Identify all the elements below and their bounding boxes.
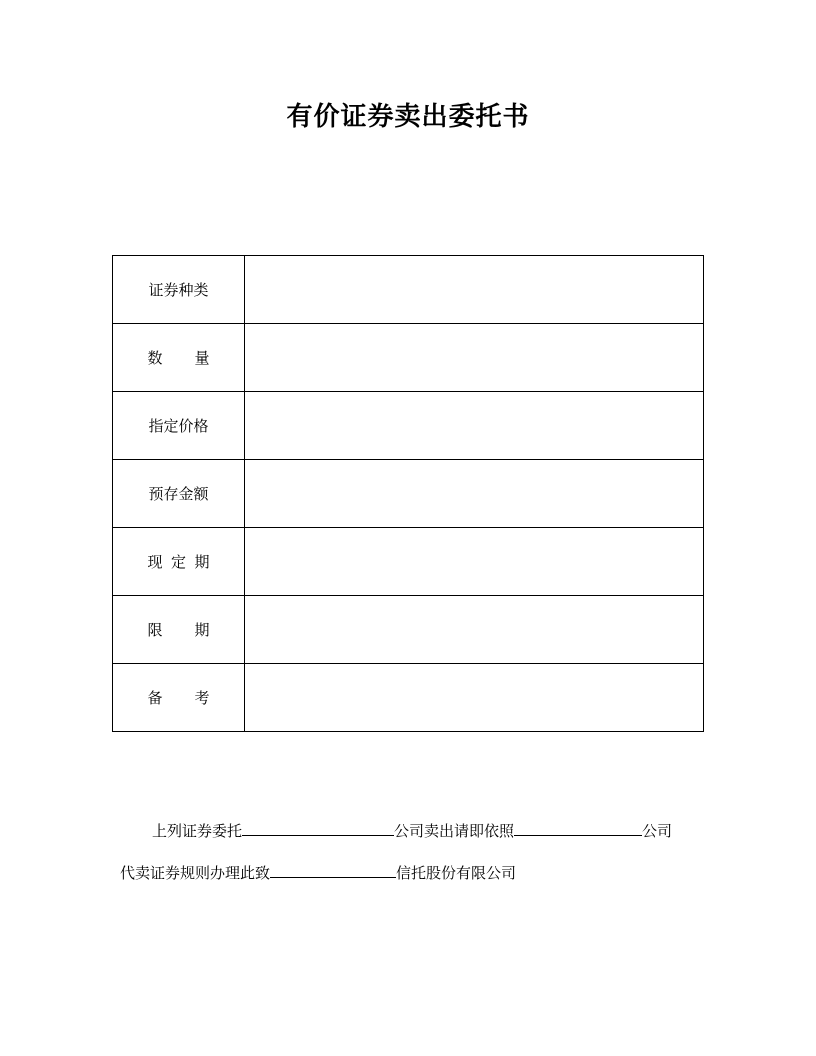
blank-rules-company-field[interactable] — [514, 819, 642, 836]
label-char: 限 — [147, 621, 163, 639]
value-deposit-amount[interactable] — [245, 460, 704, 528]
value-quantity[interactable] — [245, 324, 704, 392]
label-deposit-amount: 预存金额 — [113, 460, 245, 528]
value-remarks[interactable] — [245, 664, 704, 732]
value-security-type[interactable] — [245, 256, 704, 324]
blank-trust-company-field[interactable] — [270, 861, 396, 878]
label-remarks — [113, 664, 245, 732]
label-char: 现 — [147, 553, 163, 571]
label-char: 期 — [194, 553, 210, 571]
table-row — [113, 664, 704, 732]
label-quantity-text — [148, 347, 210, 368]
label-char: 考 — [194, 689, 210, 707]
label-char: 期 — [194, 621, 210, 639]
document-title: 有价证券卖出委托书 — [286, 102, 530, 132]
table-row — [113, 392, 704, 460]
value-designated-price[interactable] — [245, 392, 704, 460]
label-designated-price: 指定价格 — [113, 392, 245, 460]
statement-text: 公司卖出请即依照 — [394, 822, 515, 840]
label-time-limit — [113, 596, 245, 664]
label-fixed-term-text — [148, 551, 210, 572]
statement-text: 代卖证券规则办理此致 — [120, 864, 271, 882]
blank-company-field[interactable] — [242, 819, 394, 836]
table-row — [113, 528, 704, 596]
label-char: 数 — [147, 349, 163, 367]
label-quantity — [113, 324, 245, 392]
label-char: 量 — [194, 349, 210, 367]
table-row — [113, 256, 704, 324]
label-time-limit-text — [148, 619, 210, 640]
table-row — [113, 596, 704, 664]
label-char: 定 — [170, 553, 186, 571]
label-char: 备 — [147, 689, 163, 707]
value-time-limit[interactable] — [245, 596, 704, 664]
entrust-statement-line-2 — [120, 861, 700, 883]
statement-text: 公司 — [642, 822, 673, 840]
value-fixed-term[interactable] — [245, 528, 704, 596]
label-security-type: 证券种类 — [113, 256, 245, 324]
table-row — [113, 324, 704, 392]
statement-text: 信托股份有限公司 — [396, 864, 517, 882]
statement-text: 上列证券委托 — [152, 822, 243, 840]
entrust-form-table — [112, 255, 704, 732]
entrust-statement-line-1 — [152, 819, 732, 841]
label-fixed-term — [113, 528, 245, 596]
label-remarks-text — [148, 687, 210, 708]
table-row — [113, 460, 704, 528]
